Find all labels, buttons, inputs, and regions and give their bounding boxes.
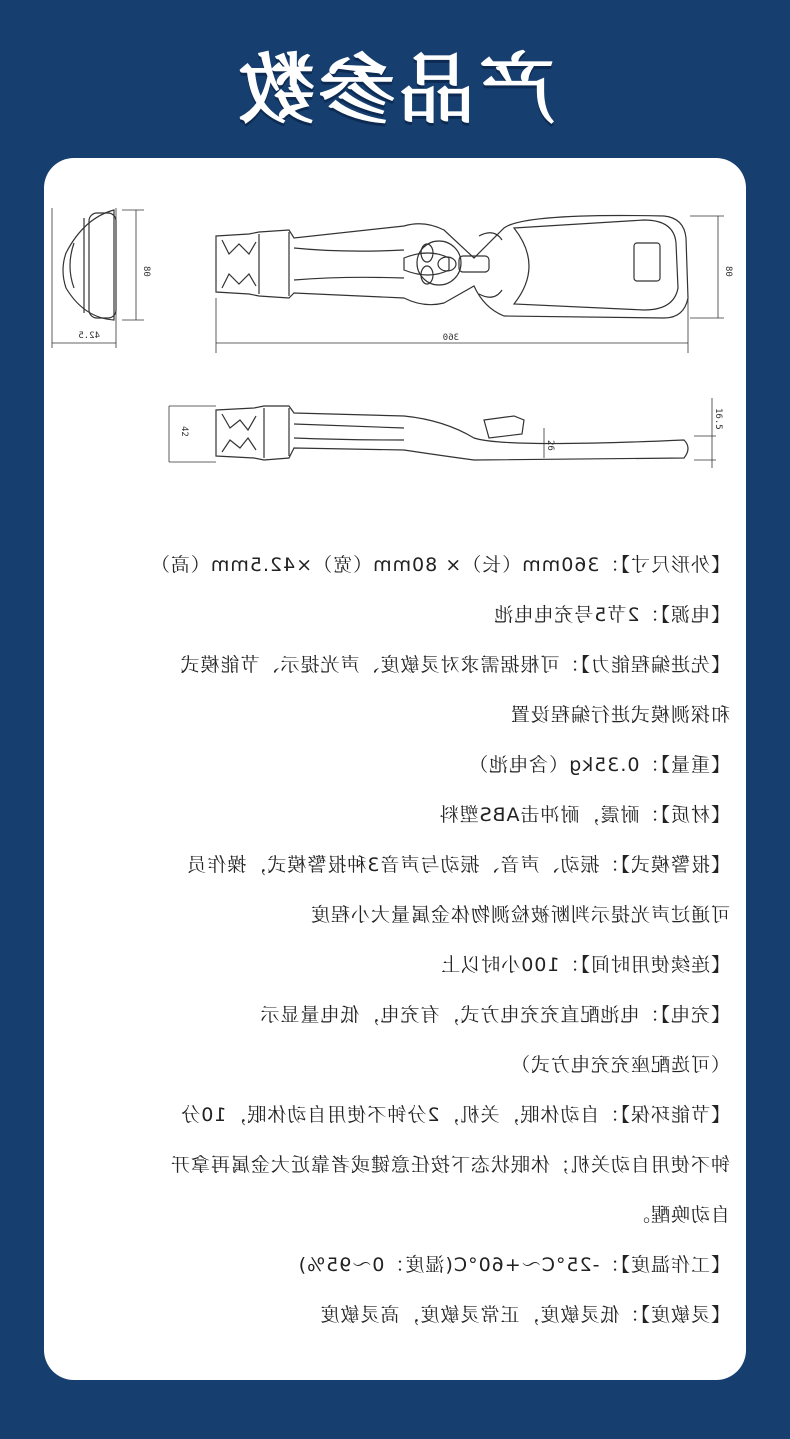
- front-view: [52, 208, 144, 348]
- spec-line: 钟不使用自动关机；休眠状态下按任意键或者靠近大金属再拿开: [169, 1154, 730, 1176]
- spec-line: 【灵敏度】：低灵敏度，正常灵敏度，高灵敏度: [319, 1304, 730, 1326]
- spec-list: [64, 540, 730, 1340]
- page-title: 产品参数: [235, 45, 555, 134]
- spec-line: 【电源】：2节5号充电电池: [493, 604, 730, 626]
- dim-side-thickness: 16.5: [713, 408, 723, 430]
- spec-line: 【节能环保】：自动休眠，关机，2分钟不使用自动休眠，10分: [180, 1104, 730, 1126]
- dim-top-width: 80: [723, 266, 733, 277]
- spec-line: 【先进编程能力】：可根据需求对灵敏度、声光提示、节能模式: [179, 654, 730, 676]
- dim-front-depth: 42.5: [78, 331, 100, 341]
- dim-side-mid: 26: [545, 440, 555, 451]
- dim-front-height: 80: [141, 266, 151, 277]
- dim-top-length: 360: [442, 333, 459, 343]
- spec-line: 和探测模式进行编程设置: [509, 704, 730, 726]
- spec-line: 【连续使用时间】：100小时以上: [440, 954, 730, 976]
- spec-line: 可通过声光提示判断被检测物体金属量大小程度: [309, 904, 730, 926]
- spec-card: [44, 158, 746, 1380]
- spec-line: 自动唤醒。: [629, 1204, 730, 1226]
- top-view: [216, 216, 724, 354]
- side-view: [169, 398, 716, 468]
- spec-line: 【外形尺寸】：360mm（长）× 80mm（宽）×42.5mm（高）: [149, 554, 730, 576]
- technical-drawing-svg: [44, 158, 746, 498]
- spec-line: 【材质】：耐震，耐冲击ABS塑料: [438, 804, 730, 826]
- spec-line: 【重量】：0.35kg（含电池）: [468, 754, 730, 776]
- dim-side-height: 42: [179, 426, 189, 437]
- spec-line: 【报警模式】：振动、声音、振动与声音3种报警模式，操作员: [186, 854, 730, 876]
- spec-line: （可选配座充充电方式）: [509, 1054, 730, 1076]
- spec-line: 【工作温度】：-25°C～+60°C(湿度：0～95%): [297, 1254, 730, 1276]
- spec-line: 【充电】：电池配直充充电方式，有充电，低电量显示: [259, 1004, 730, 1026]
